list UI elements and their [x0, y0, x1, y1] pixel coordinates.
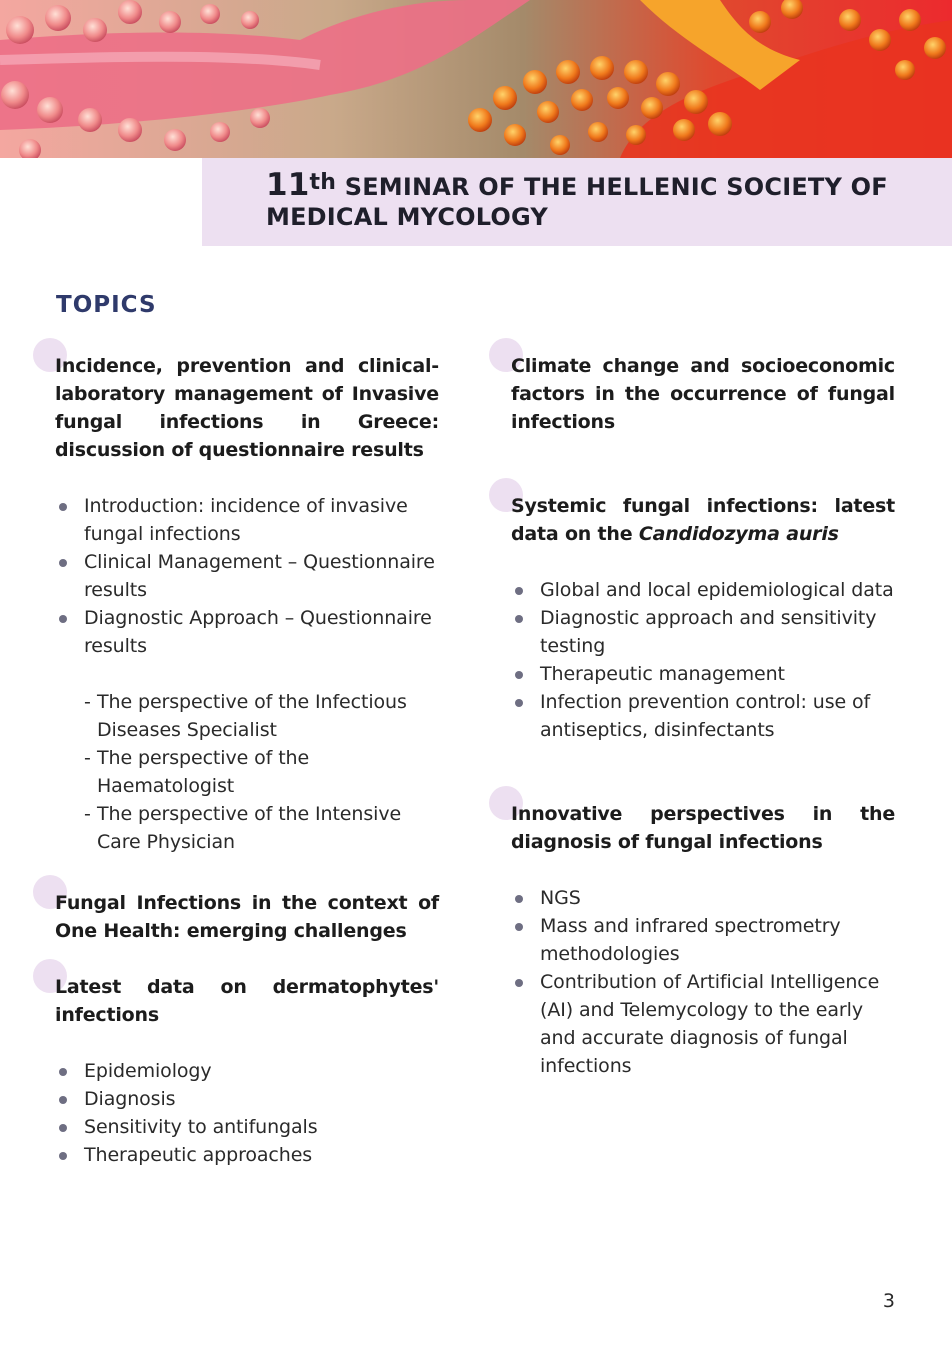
sub-list-item: - The perspective of the Intensive Care Physician [84, 800, 439, 856]
list-item: Infection prevention control: use of antiseptics, disinfectants [511, 688, 895, 744]
list-item: Therapeutic management [511, 660, 895, 688]
bullet-list [511, 884, 895, 1080]
title-line-1: SEMINAR OF THE HELLENIC SOCIETY OF [344, 173, 888, 201]
topics-right-column [511, 338, 895, 1080]
page-title [266, 168, 926, 232]
topic-title: Fungal Infections in the context of One Health: emerging challenges [55, 892, 439, 942]
list-item: Diagnostic Approach – Questionnaire results [55, 604, 439, 660]
sub-list-item: - The perspective of the Infectious Diseases Specialist [84, 688, 439, 744]
topic-title: Innovative perspectives in the diagnosis of fungal infections [511, 803, 895, 853]
title-ordinal-suffix: th [309, 170, 337, 195]
topic-section [511, 478, 895, 744]
topic-title: Incidence, prevention and clinical-laboratory management of Invasive fungal infections in Greece: discussion of questionnaire results [55, 355, 439, 461]
bullet-list [55, 1057, 439, 1169]
title-line-2: MEDICAL MYCOLOGY [266, 203, 548, 231]
topics-heading: TOPICS [56, 292, 157, 318]
sub-list [84, 688, 439, 856]
topic-title-species: Candidozyma auris [638, 523, 839, 545]
bullet-list [511, 576, 895, 744]
topic-section [55, 875, 439, 945]
sub-list-item: - The perspective of the Haematologist [84, 744, 439, 800]
topic-title: Latest data on dermatophytes' infections [55, 976, 439, 1026]
topic-section [511, 786, 895, 1080]
topic-section [55, 338, 439, 856]
topic-section [55, 959, 439, 1169]
list-item: Contribution of Artificial Intelligence (AI) and Telemycology to the early and accurate diagnosis of fungal infections [511, 968, 895, 1080]
topic-title: Climate change and socioeconomic factors in the occurrence of fungal infections [511, 355, 895, 433]
list-item: NGS [511, 884, 895, 912]
list-item: Epidemiology [55, 1057, 439, 1085]
topic-title-text: Systemic fungal infections: latest data on the [511, 495, 895, 545]
topic-section [511, 338, 895, 436]
list-item: Mass and infrared spectrometry methodologies [511, 912, 895, 968]
header-banner-image [0, 0, 952, 158]
list-item: Sensitivity to antifungals [55, 1113, 439, 1141]
topics-left-column [55, 338, 439, 1169]
list-item: Diagnosis [55, 1085, 439, 1113]
list-item: Global and local epidemiological data [511, 576, 895, 604]
list-item: Introduction: incidence of invasive fungal infections [55, 492, 439, 548]
topic-title [511, 478, 895, 548]
bullet-list [55, 492, 439, 660]
title-number: 11 [266, 167, 310, 203]
list-item: Therapeutic approaches [55, 1141, 439, 1169]
list-item: Diagnostic approach and sensitivity testing [511, 604, 895, 660]
page-number: 3 [882, 1290, 895, 1312]
list-item: Clinical Management – Questionnaire results [55, 548, 439, 604]
